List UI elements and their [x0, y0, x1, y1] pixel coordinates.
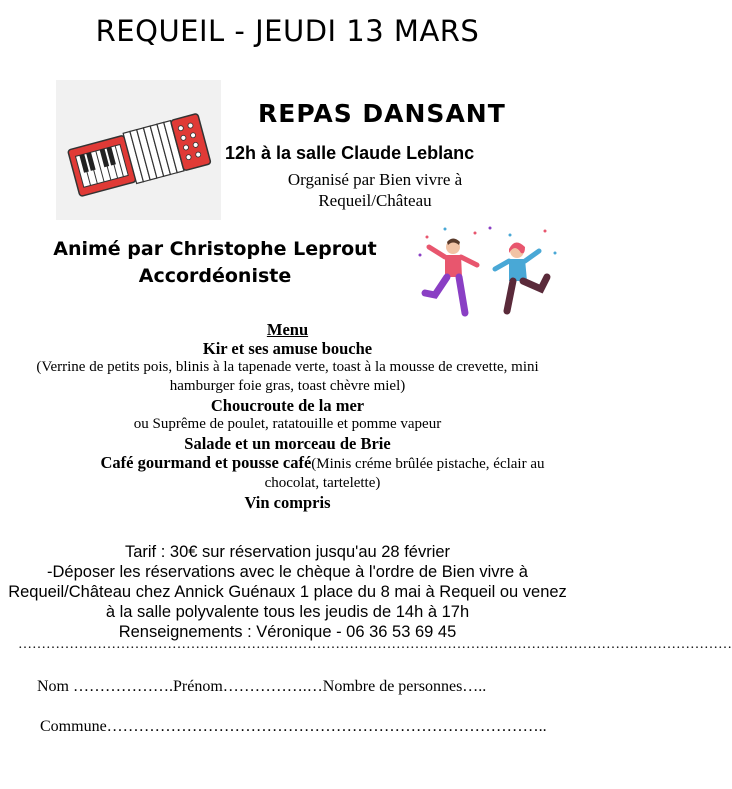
- form-line-name: Nom ……………….Prénom…………….…Nombre de personnes…..: [37, 678, 487, 695]
- menu-section: [10, 320, 565, 512]
- info-section: [5, 542, 570, 642]
- organizer-line-1: Organisé par Bien vivre à: [287, 170, 463, 189]
- menu-title: Menu: [266, 320, 309, 339]
- deposit-text: -Déposer les réservations avec le chèque à l'ordre de Bien vivre à Requeil/Château chez Annick Guénaux 1 place du 8 mai à Requeil ou venez à la salle polyvalente tous les jeudis de 14h à 17h: [8, 563, 567, 621]
- menu-item-1-detail: (Verrine de petits pois, blinis à la tapenade verte, toast à la mousse de crevette, mini hamburger foie gras, toast chèvre miel): [36, 359, 539, 394]
- dancing-couple-icon: [415, 225, 560, 315]
- organizer-line-2: Requeil/Château: [318, 191, 432, 210]
- menu-item-2-detail: ou Suprême de poulet, ratatouille et pomme vapeur: [133, 416, 442, 432]
- event-organizer: [270, 169, 480, 211]
- event-place: 12h à la salle Claude Leblanc: [225, 143, 475, 163]
- event-title: REPAS DANSANT: [258, 99, 506, 128]
- form-line-commune: Commune………………………………………………………………………..: [40, 718, 547, 735]
- contact-text: Renseignements : Véronique - 06 36 53 69 45: [118, 623, 457, 641]
- accordion-icon: [56, 80, 221, 220]
- tarif-text: Tarif : 30€ sur réservation jusqu'au 28 février: [124, 543, 451, 561]
- menu-item-4: Café gourmand et pousse café: [100, 453, 312, 472]
- separator-line: ………………………………………………………………………………………………………………………………………: [18, 637, 732, 652]
- menu-item-3: Salade et un morceau de Brie: [184, 434, 391, 453]
- menu-item-4-line: [10, 453, 565, 493]
- animation-line-1: Animé par Christophe Leprout: [53, 238, 377, 260]
- menu-item-4-detail: (Minis créme brûlée pistache, éclair au chocolat, tartelette): [264, 456, 545, 491]
- menu-item-5: Vin compris: [244, 493, 331, 512]
- animation-info: [40, 236, 390, 290]
- animation-line-2: Accordéoniste: [138, 265, 292, 287]
- page-title: REQUEIL - JEUDI 13 MARS: [95, 14, 480, 48]
- menu-item-2: Choucroute de la mer: [210, 396, 365, 415]
- menu-item-1: Kir et ses amuse bouche: [202, 339, 373, 358]
